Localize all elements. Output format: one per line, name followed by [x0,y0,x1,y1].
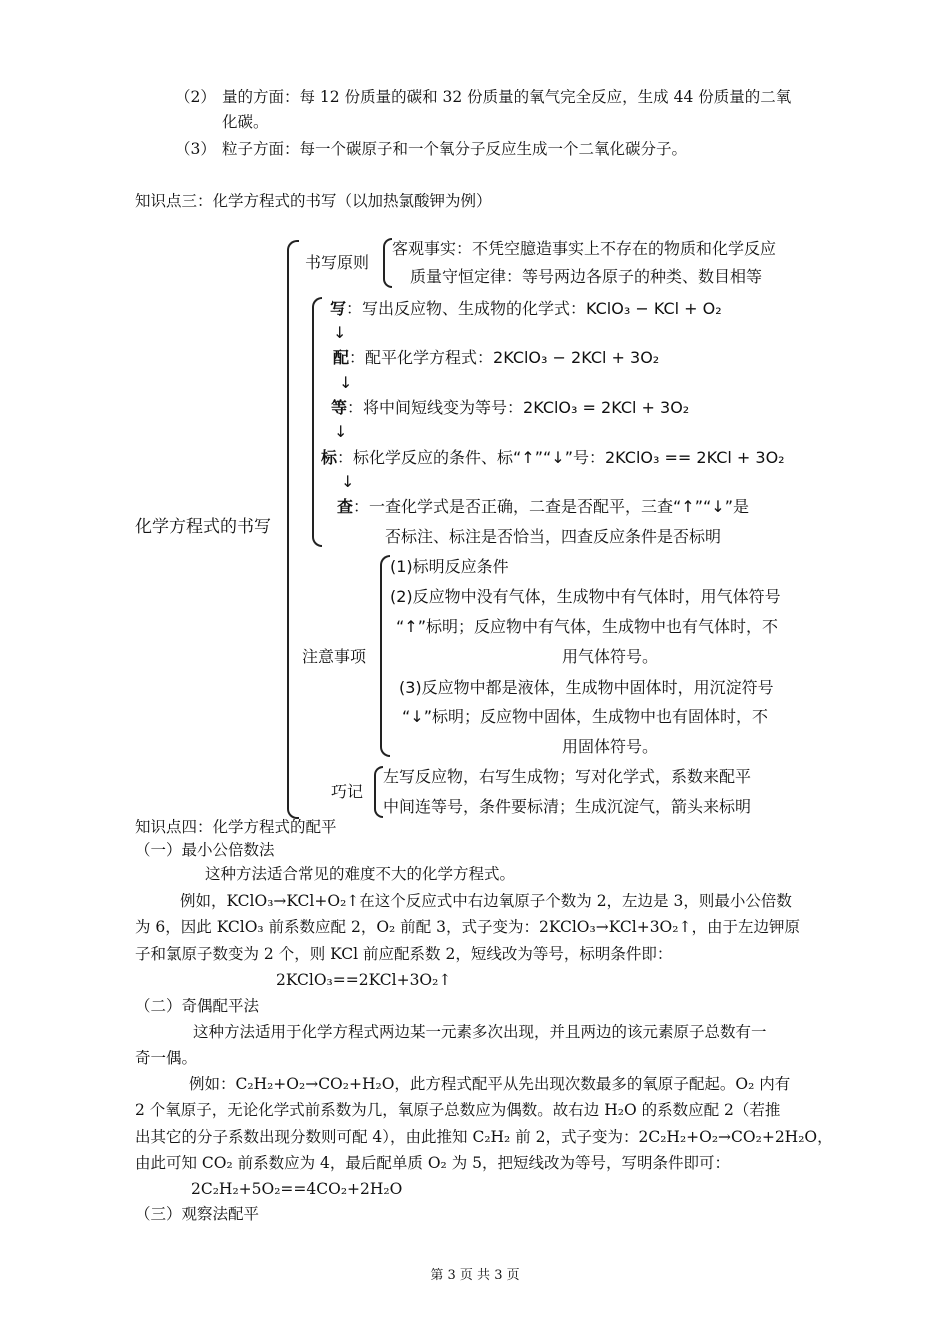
step-check-line-1: ：一查化学式是否正确，二查是否配平，三查“↑”“↓”是 [353,497,749,516]
principle-item-1: 客观事实：不凭空臆造事实上不存在的物质和化学反应 [392,239,777,258]
step-write-key: 写 [330,299,347,318]
principle-label: 书写原则 [305,253,370,272]
tips-line-1: 左写反应物，右写生成物；写对化学式，系数来配平 [383,767,752,786]
method-3-title: （三）观察法配平 [135,1205,260,1223]
principle-item-2: 质量守恒定律：等号两边各原子的种类、数目相等 [410,267,763,286]
method-2-title: （二）奇偶配平法 [135,997,260,1015]
note-1: (1)标明反应条件 [390,557,509,576]
steps-brace [312,297,322,547]
down-arrow-icon: ↓ [333,323,347,342]
method-2-example-line-2: 2 个氧原子，无论化学式前系数为几，氧原子总数应为偶数。故右边 H₂O 的系数应配 2（若推 [135,1101,781,1119]
step-mark [321,447,785,469]
step-balance-text: ：配平化学方程式：2KClO₃ − 2KCl + 3O₂ [349,348,660,367]
note-3-line-3: 用固体符号。 [562,737,659,756]
page-footer: 第 3 页 共 3 页 [430,1268,520,1283]
note-2-line-1: (2)反应物中没有气体，生成物中有气体时，用气体符号 [390,587,781,606]
item-3-text: 粒子方面：每一个碳原子和一个氧分子反应生成一个二氧化碳分子。 [222,140,688,158]
item-2-line-1: 量的方面：每 12 份质量的碳和 32 份质量的氧气完全反应，生成 44 份质量的二氧 [222,88,792,106]
note-3-line-1: (3)反应物中都是液体，生成物中固体时，用沉淀符号 [399,678,774,697]
step-write-text: ：写出反应物、生成物的化学式：KClO₃ − KCl + O₂ [346,299,722,318]
item-2-line-2: 化碳。 [222,113,269,131]
knowledge-point-3-title: 知识点三：化学方程式的书写（以加热氯酸钾为例） [135,192,492,210]
step-check-line-2: 否标注、标注是否恰当，四查反应条件是否标明 [385,527,722,546]
down-arrow-icon: ↓ [334,422,348,441]
step-equal [331,397,689,419]
method-2-equation: 2C₂H₂+5O₂==4CO₂+2H₂O [191,1180,403,1198]
method-1-desc: 这种方法适合常见的难度不大的化学方程式。 [205,865,516,883]
tips-line-2: 中间连等号，条件要标清；生成沉淀气，箭头来标明 [383,797,752,816]
method-1-title: （一）最小公倍数法 [135,841,275,859]
note-2-line-2: “↑”标明；反应物中有气体，生成物中也有气体时，不 [396,617,778,636]
step-check-key: 查 [337,497,354,516]
method-2-example-line-3: 出其它的分子系数出现分数则可配 4），由此推知 C₂H₂ 前 2，式子变为：2C₂H₂+O₂→CO₂+2H₂O， [135,1128,833,1146]
item-2-number: （2） [175,88,216,106]
method-1-example-line-1: 例如，KClO₃→KCl+O₂↑在这个反应式中右边氧原子个数为 2，左边是 3，则最小公倍数 [180,892,792,910]
step-equal-key: 等 [331,398,348,417]
step-equal-text: ：将中间短线变为等号：2KClO₃ = 2KCl + 3O₂ [347,398,690,417]
step-balance-key: 配 [333,348,350,367]
notes-brace [380,555,390,757]
knowledge-point-4-title: 知识点四：化学方程式的配平 [135,818,337,836]
step-check [337,496,749,518]
step-balance [333,347,659,369]
tips-label: 巧记 [331,782,364,801]
notes-label: 注意事项 [302,647,367,666]
method-1-example-line-3: 子和氯原子数变为 2 个，则 KCl 前应配系数 2，短线改为等号，标明条件即： [135,945,673,963]
item-3-number: （3） [175,140,216,158]
mindmap-root: 化学方程式的书写 [135,517,271,537]
note-2-line-3: 用气体符号。 [562,647,659,666]
method-2-desc-line-1: 这种方法适用于化学方程式两边某一元素多次出现，并且两边的该元素原子总数有一 [193,1023,767,1041]
principle-brace [383,238,392,288]
root-brace [287,240,299,819]
method-1-equation: 2KClO₃==2KCl+3O₂↑ [276,971,452,989]
note-3-line-2: “↓”标明；反应物中固体，生成物中也有固体时，不 [402,707,768,726]
step-mark-key: 标 [321,448,338,467]
step-write [330,298,722,320]
method-2-example-line-1: 例如：C₂H₂+O₂→CO₂+H₂O，此方程式配平从先出现次数最多的氧原子配起。O₂ 内有 [189,1075,791,1093]
method-1-example-line-2: 为 6，因此 KClO₃ 前系数应配 2，O₂ 前配 3，式子变为：2KClO₃→KCl+3O₂↑，由于左边钾原 [135,918,800,936]
down-arrow-icon: ↓ [341,472,355,491]
method-2-desc-line-2: 奇一偶。 [135,1049,198,1067]
method-2-example-line-4: 由此可知 CO₂ 前系数应为 4，最后配单质 O₂ 为 5，把短线改为等号，写明条件即可： [135,1154,730,1172]
tips-brace [374,766,383,818]
step-mark-text: ：标化学反应的条件、标“↑”“↓”号：2KClO₃ == 2KCl + 3O₂ [337,448,785,467]
down-arrow-icon: ↓ [339,373,353,392]
